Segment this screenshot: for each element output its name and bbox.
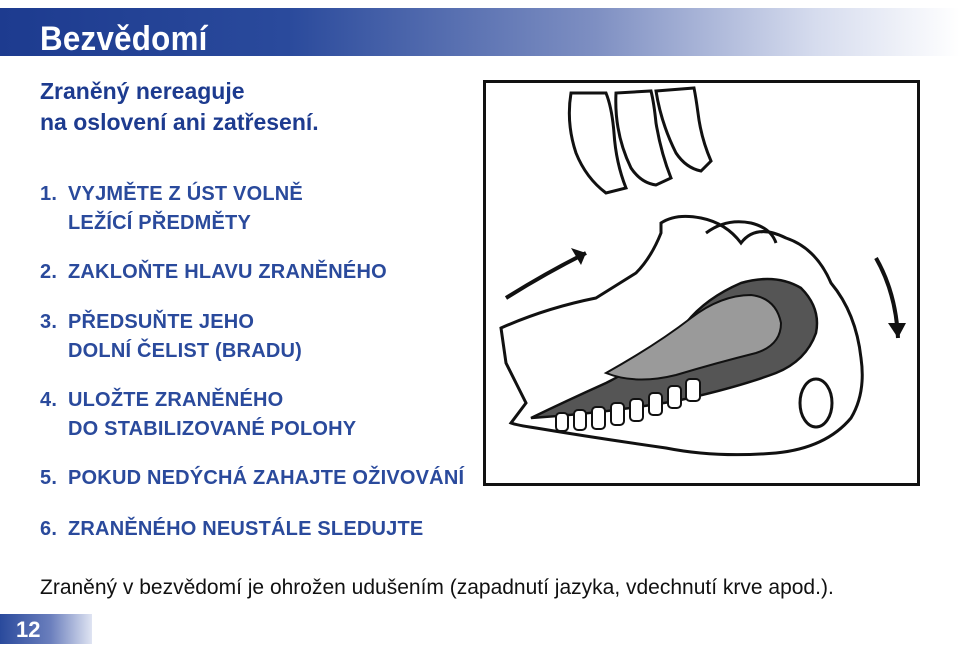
tilt-arrow-right-head [888, 323, 906, 338]
step-text-line: PŘEDSUŇTE JEHO [68, 311, 255, 333]
step-item [40, 515, 423, 544]
intro-text [40, 76, 319, 138]
step-item [40, 308, 302, 366]
step-text-line: ULOŽTE ZRANĚNÉHO [68, 389, 284, 411]
step-text-line: VYJMĚTE Z ÚST VOLNĚ [68, 183, 303, 205]
step-number: 4. [40, 389, 58, 411]
step-item [40, 464, 464, 493]
page-number-tab [0, 614, 92, 644]
step-text-line: DOLNÍ ČELIST (BRADU) [68, 340, 302, 362]
step-item [40, 180, 303, 238]
step-text-line: LEŽÍCÍ PŘEDMĚTY [68, 212, 252, 234]
hand [569, 88, 711, 193]
head-tilt-drawing [486, 83, 917, 483]
airway-illustration [483, 80, 920, 486]
footer-note: Zraněný v bezvědomí je ohrožen udušením (zapadnutí jazyka, vdechnutí krve apod.). [40, 576, 834, 599]
step-text-line: DO STABILIZOVANÉ POLOHY [68, 418, 357, 440]
step-number: 1. [40, 183, 58, 205]
tilt-arrow-left-head [571, 248, 586, 265]
ear [800, 379, 832, 427]
step-number: 3. [40, 311, 58, 333]
step-number: 2. [40, 261, 58, 283]
intro-line: na oslovení ani zatřesení. [40, 109, 319, 135]
page-number: 12 [16, 617, 41, 642]
intro-line: Zraněný nereaguje [40, 78, 245, 104]
tilt-arrow-left [506, 253, 586, 298]
step-text-line: POKUD NEDÝCHÁ ZAHAJTE OŽIVOVÁNÍ [68, 467, 465, 489]
step-item [40, 258, 387, 287]
step-number: 6. [40, 518, 58, 540]
step-item [40, 386, 356, 444]
page-title: Bezvědomí [40, 20, 208, 58]
header-bar [0, 8, 960, 56]
step-text-line: ZRANĚNÉHO NEUSTÁLE SLEDUJTE [68, 518, 424, 540]
step-number: 5. [40, 467, 58, 489]
step-text-line: ZAKLOŇTE HLAVU ZRANĚNÉHO [68, 261, 387, 283]
